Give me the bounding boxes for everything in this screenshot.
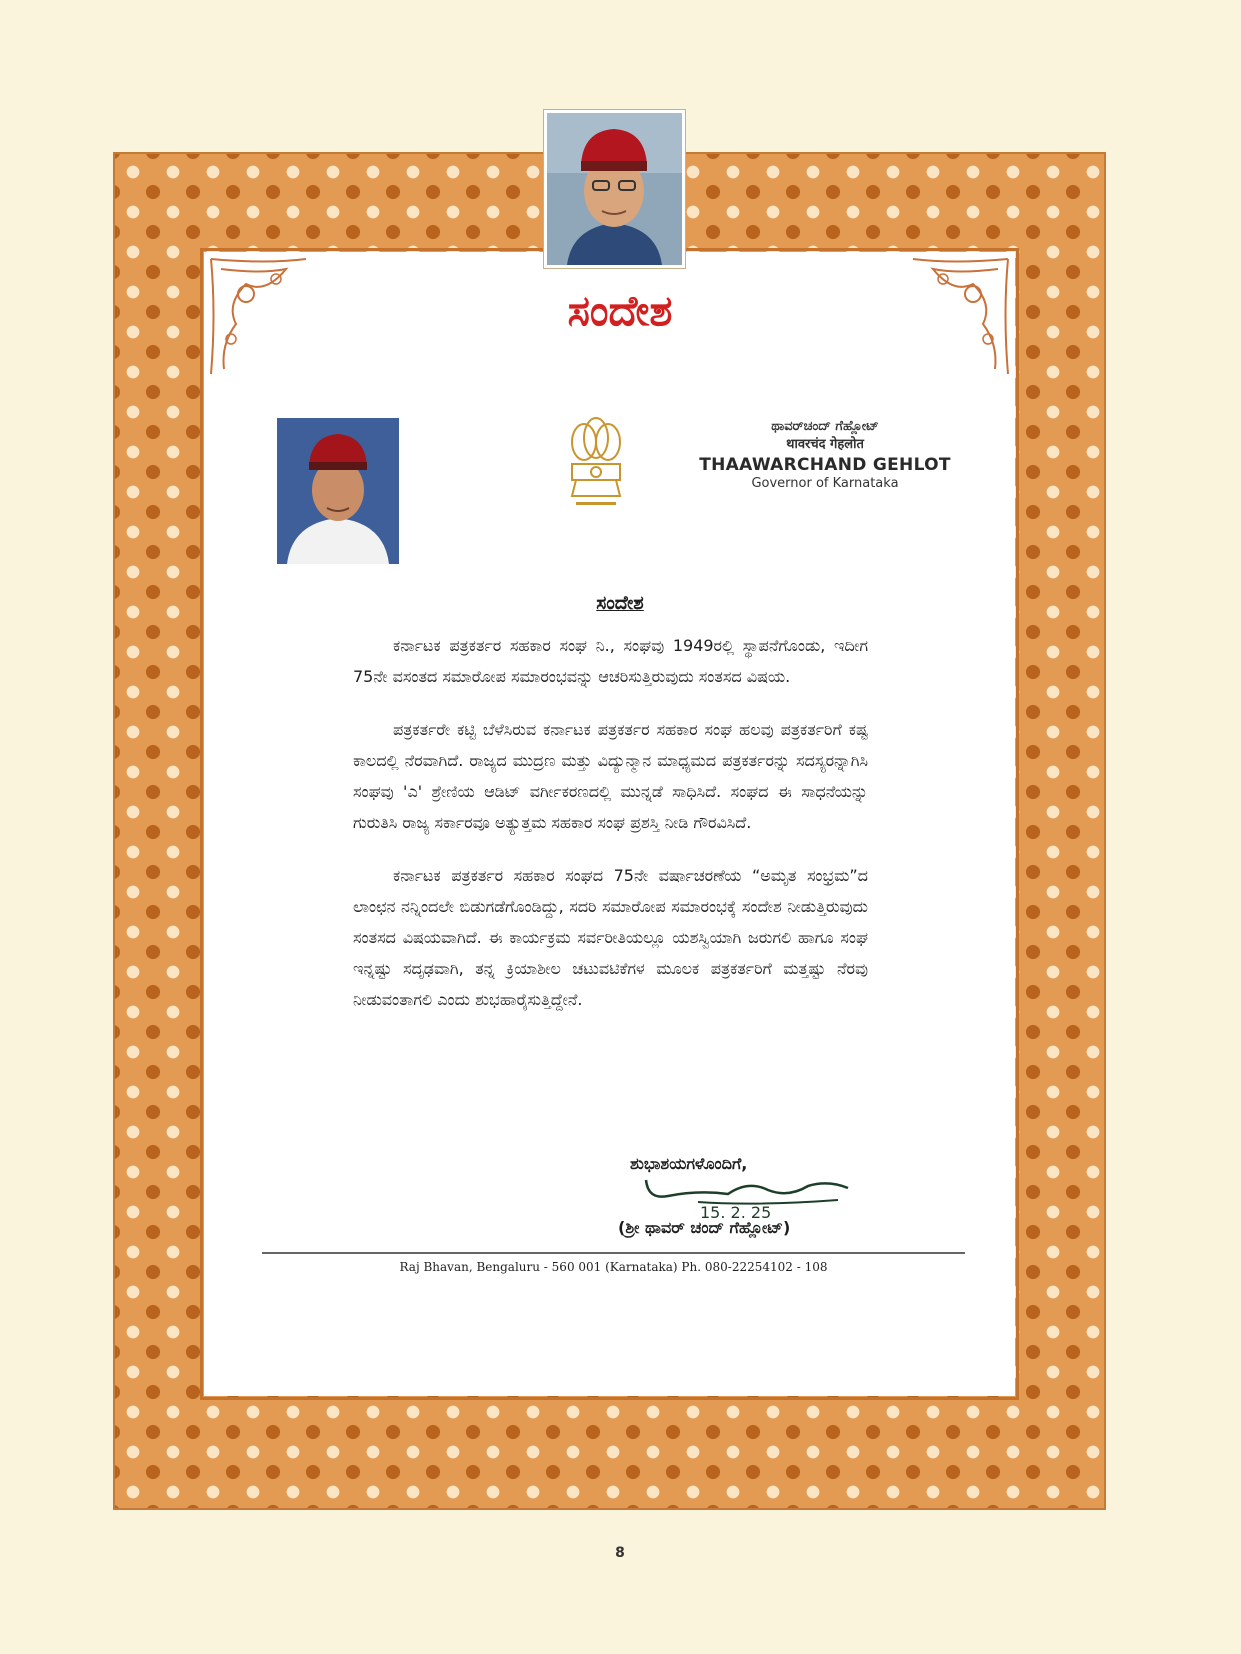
corner-ornament-right [903, 254, 1013, 384]
letter-paragraph-3: ಕರ್ನಾಟಕ ಪತ್ರಕರ್ತರ ಸಹಕಾರ ಸಂಘದ 75ನೇ ವರ್ಷಾಚರಣೆಯ “ಅಮೃತ ಸಂಭ್ರಮ”ದ ಲಾಂಛನ ನನ್ನಿಂದಲೇ ಬಿಡುಗಡೆಗೊಂಡಿದ್ದು, ಸದರಿ ಸಮಾರೋಪ ಸಮಾರಂಭಕ್ಕೆ ಸಂದೇಶ ನೀಡುತ್ತಿರುವುದು ಸಂತಸದ ವಿಷಯವಾಗಿದೆ. ಈ ಕಾರ್ಯಕ್ರಮ ಸರ್ವರೀತಿಯಲ್ಲೂ ಯಶಸ್ವಿಯಾಗಿ ಜರುಗಲಿ ಹಾಗೂ ಸಂಘ ಇನ್ನಷ್ಟು ಸದೃಢವಾಗಿ, ತನ್ನ ಕ್ರಿಯಾಶೀಲ ಚಟುವಟಿಕೆಗಳ ಮೂಲಕ ಪತ್ರಕರ್ತರಿಗೆ ಮತ್ತಷ್ಟು ನೆರವು ನೀಡುವಂತಾಗಲಿ ಎಂದು ಶುಭಹಾರೈಸುತ್ತಿದ್ದೇನೆ. [353, 866, 868, 1009]
letter-paragraph-2: ಪತ್ರಕರ್ತರೇ ಕಟ್ಟಿ ಬೆಳೆಸಿರುವ ಕರ್ನಾಟಕ ಪತ್ರಕರ್ತರ ಸಹಕಾರ ಸಂಘ ಹಲವು ಪತ್ರಕರ್ತರಿಗೆ ಕಷ್ಟ ಕಾಲದಲ್ಲಿ ನೆರವಾಗಿದೆ. ರಾಜ್ಯದ ಮುದ್ರಣ ಮತ್ತು ವಿದ್ಯುನ್ಮಾನ ಮಾಧ್ಯಮದ ಪತ್ರಕರ್ತರನ್ನು ಸದಸ್ಯರನ್ನಾಗಿಸಿ ಸಂಘವು 'ಎ' ಶ್ರೇಣಿಯ ಆಡಿಟ್ ವರ್ಗೀಕರಣದಲ್ಲಿ ಮುನ್ನಡೆ ಸಾಧಿಸಿದೆ. ಸಂಘದ ಈ ಸಾಧನೆಯನ್ನು ಗುರುತಿಸಿ ರಾಜ್ಯ ಸರ್ಕಾರವೂ ಅತ್ಯುತ್ತಮ ಸಹಕಾರ ಸಂಘ ಪ್ರಶಸ್ತಿ ನೀಡಿ ಗೌರವಿಸಿದೆ. [353, 720, 868, 832]
governor-designation: Governor of Karnataka [751, 476, 899, 491]
national-emblem-icon [562, 412, 630, 510]
letterhead [680, 418, 970, 492]
signature-date: 15. 2. 25 [700, 1203, 772, 1220]
governor-name-hindi: थावरचंद गेहलोत [786, 437, 864, 452]
page-number: 8 [615, 1545, 625, 1561]
letter-paragraph-1: ಕರ್ನಾಟಕ ಪತ್ರಕರ್ತರ ಸಹಕಾರ ಸಂಘ ನಿ., ಸಂಘವು 1949ರಲ್ಲಿ ಸ್ಥಾಪನೆಗೊಂಡು, ಇದೀಗ 75ನೇ ವಸಂತದ ಸಮಾರೋಪ ಸಮಾರಂಭವನ್ನು ಆಚರಿಸುತ್ತಿರುವುದು ಸಂತಸದ ವಿಷಯ. [353, 636, 868, 686]
governor-name-english: THAAWARCHAND GEHLOT [699, 455, 951, 475]
footer-divider [262, 1252, 965, 1254]
corner-ornament-left [206, 254, 316, 384]
footer-address: Raj Bhavan, Bengaluru - 560 001 (Karnataka) Ph. 080-22254102 - 108 [399, 1260, 828, 1274]
letter-body [353, 630, 868, 1037]
portrait-image [547, 113, 682, 265]
letter-portrait-photo [277, 418, 399, 564]
letter-heading: ಸಂದೇಶ [596, 592, 644, 614]
governor-portrait-photo [544, 110, 685, 268]
signatory-name: (ಶ್ರೀ ಥಾವರ್ ಚಂದ್ ಗೆಹ್ಲೋಟ್) [618, 1218, 791, 1237]
governor-name-kannada: ಥಾವರ್‌ಚಂದ್ ಗೆಹ್ಲೋಟ್ [771, 419, 879, 434]
page-title: ಸಂದೇಶ [567, 286, 673, 335]
handwritten-signature [638, 1160, 858, 1220]
letter-regards: ಶುಭಾಶಯಗಳೊಂದಿಗೆ, [630, 1154, 748, 1173]
